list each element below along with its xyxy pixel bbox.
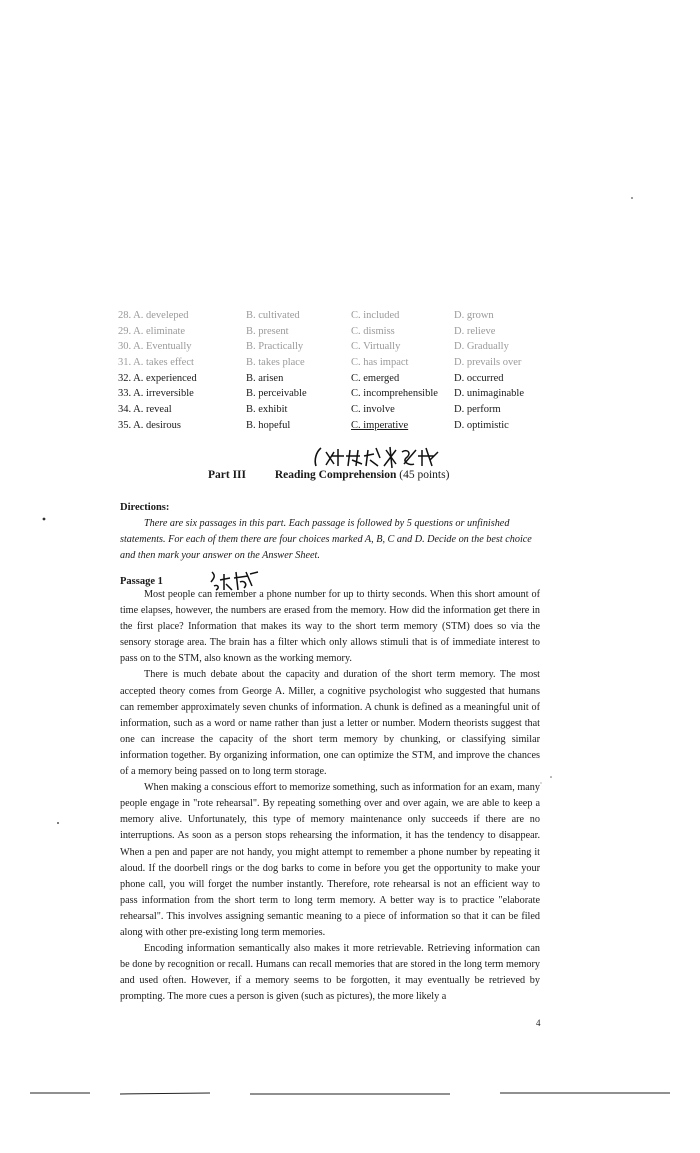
option-d: D. Gradually [454, 341, 509, 353]
option-c: C. included [351, 310, 400, 321]
option-d: D. occurred [454, 372, 504, 384]
option-c: C. has impact [351, 357, 409, 369]
option-c: C. emerged [351, 372, 400, 384]
option-row [118, 357, 558, 373]
option-d: D. prevails over [454, 357, 522, 369]
option-c: C. incomprehensible [351, 388, 438, 400]
part-number: Part III [208, 469, 247, 481]
handwritten-note-chinese [312, 444, 442, 470]
option-d: D. grown [454, 310, 494, 321]
option-d: D. unimaginable [454, 388, 524, 400]
passage-body [120, 587, 540, 1005]
option-row [118, 341, 558, 357]
directions-text: There are six passages in this part. Each passage is followed by 5 questions or unfinished statements. For each of them there are four choices marked A, B, C and D. Decide on the best choice and then mark your answer on the Answer Sheet. [120, 518, 532, 562]
option-b: B. hopeful [246, 419, 291, 431]
option-c: C. dismiss [351, 325, 395, 337]
option-b: B. takes place [246, 357, 305, 369]
option-row [118, 373, 558, 389]
directions-label: Directions: [120, 502, 170, 513]
option-a: 28. A. develeped [118, 310, 189, 321]
passage-paragraph: Most people can remember a phone number for up to thirty seconds. When this short amount of time elapses, however, the numbers are erased from the memory. How did the information get there in the first place? Information that makes its way to the short term memory (STM) does so via the sensory storage area. The brain has a filter which only allows stimuli that is of immediate interest to pass on to the STM, also known as the working memory. [120, 589, 540, 665]
option-a: 29. A. eliminate [118, 325, 186, 337]
option-d: D. perform [454, 404, 501, 416]
option-b: B. present [246, 325, 289, 337]
option-d: D. relieve [454, 325, 496, 337]
option-a: 33. A. irreversible [118, 388, 194, 400]
option-row [118, 326, 558, 342]
option-c: C. imperative [351, 419, 409, 431]
passage-paragraph: When making a conscious effort to memorize something, such as information for an exam, many people engage in "rote rehearsal". By repeating something over and over again, we are able to keep a memory alive. Unfortunately, this type of memory maintenance only succeeds if there are no interruptions. As soon as a person stops rehearsing the information, it has the tendency to disappear. When a pen and paper are not handy, you might attempt to remember a phone number by repeating it aloud. If the doorbell rings or the dog barks to come in before you get the opportunity to make your phone call, you will forget the number instantly. Therefore, rote rehearsal is not an efficient way to pass information from the short term to long term memory. A better way is to practice "elaborate rehearsal". This involves assigning semantic meaning to a piece of information so that it can be filed along with other pre-existing long term memories. [120, 782, 540, 938]
option-b: B. exhibit [246, 404, 288, 416]
option-a: 31. A. takes effect [118, 357, 194, 369]
option-a: 30. A. Eventually [118, 341, 192, 353]
passage-paragraph: Encoding information semantically also makes it more retrievable. Retrieving information can be done by recognition or recall. Humans can recall memories that are stored in the long term memory and used often. However, if a memory seems to be forgotten, it may eventually be retrieved by prompting. The more cues a person is given (such as pictures), the more likely a [120, 943, 540, 1003]
passage-label: Passage 1 [120, 576, 163, 587]
option-a: 34. A. reveal [118, 404, 172, 416]
option-row [118, 310, 558, 326]
option-b: B. perceivable [246, 388, 307, 400]
section-heading [208, 469, 449, 481]
option-row [118, 388, 558, 404]
answer-options-table [118, 310, 558, 436]
option-c: C. involve [351, 404, 395, 416]
option-c: C. Virtually [351, 341, 401, 353]
part-name: Reading Comprehension [274, 469, 397, 481]
option-b: B. arisen [246, 372, 284, 384]
part-points: (45 points) [399, 469, 450, 481]
option-b: B. cultivated [246, 310, 300, 321]
option-a: 32. A. experienced [118, 372, 197, 384]
option-b: B. Practically [246, 341, 304, 353]
option-d: D. optimistic [454, 419, 509, 431]
passage-paragraph: There is much debate about the capacity and duration of the short term memory. The most accepted theory comes from George A. Miller, a cognitive psychologist who suggested that humans can remember approximately seven chunks of information. A chunk is defined as a meaningful unit of information, such as a word or name rather than just a letter or number. Modern theorists suggest that one can increase the capacity of the short term memory by chunking, or classifying similar information together. By organizing information, one can optimize the STM, and improve the chances of a memory being passed on to long term storage. [120, 669, 540, 778]
page-edge-line [30, 1090, 670, 1098]
option-a: 35. A. desirous [118, 419, 181, 431]
option-row [118, 404, 558, 420]
page-number: 4 [536, 1018, 541, 1028]
option-row [118, 420, 558, 436]
